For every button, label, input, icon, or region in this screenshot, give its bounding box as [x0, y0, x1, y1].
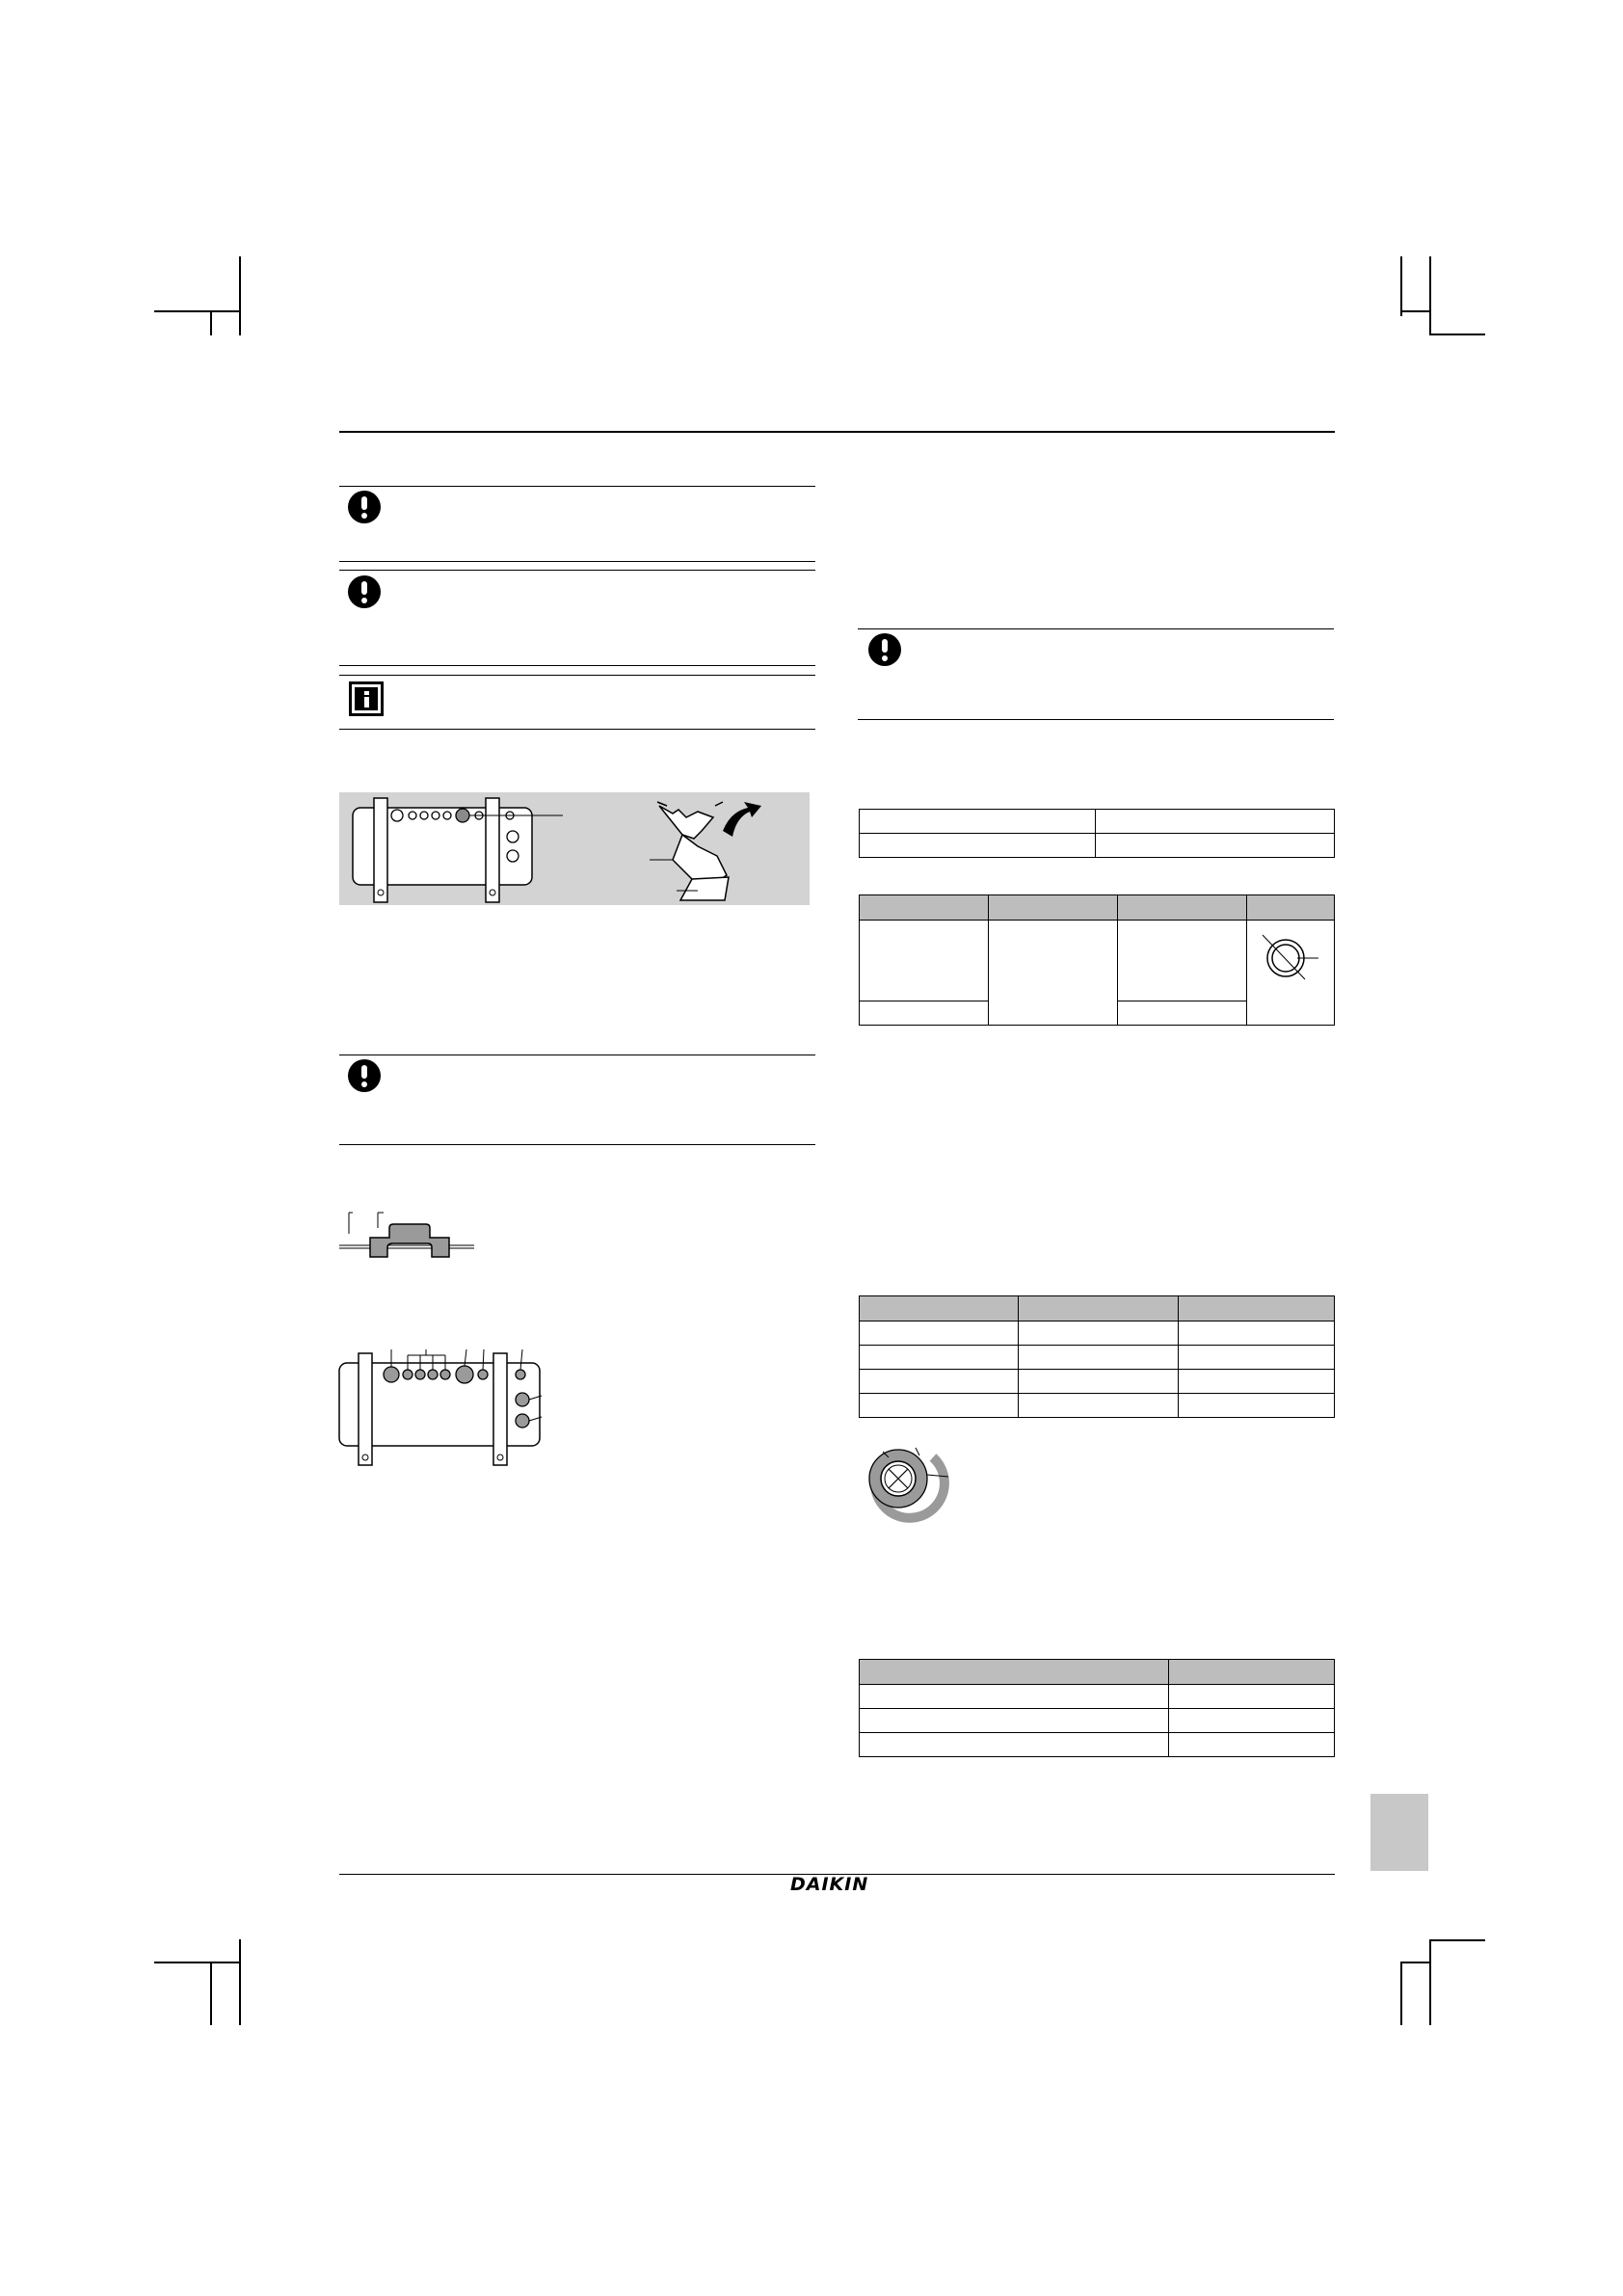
crop-mark-br-h [1429, 1939, 1485, 1941]
figure-panel-removal-drawing [339, 792, 810, 905]
crop-mark-bl-v2 [239, 1939, 241, 2025]
table-row [860, 1685, 1335, 1709]
table-cell [860, 1394, 1019, 1418]
table-row [860, 1733, 1335, 1757]
table-header-cell [860, 895, 989, 921]
table-cell [860, 1370, 1019, 1394]
table-header-cell [1179, 1296, 1335, 1322]
table-row [860, 1394, 1335, 1418]
table-cell [860, 921, 989, 1001]
table-header-cell [1019, 1296, 1179, 1322]
table-cell [860, 1709, 1169, 1733]
table-header-cell [860, 1660, 1169, 1685]
chapter-side-tab [1370, 1794, 1428, 1871]
crop-mark-br-v [1429, 1939, 1431, 2025]
table-row [860, 834, 1335, 858]
table-header-cell [1169, 1660, 1335, 1685]
exclamation-circle-icon [348, 1059, 381, 1092]
table-cell [860, 1322, 1019, 1346]
table-header-row [860, 895, 1335, 921]
info-top-rule [339, 675, 815, 676]
flare-nut-figure [860, 1440, 966, 1517]
table-header-row [860, 1660, 1335, 1685]
table-row [860, 1370, 1335, 1394]
notice-2-bottom-rule [339, 665, 815, 666]
notice-1-top-rule [339, 486, 815, 487]
table-row [860, 1322, 1335, 1346]
table-cell [989, 921, 1118, 1026]
brand-logo: DAIKIN [790, 1874, 869, 1895]
crop-mark-tl-v2 [210, 310, 212, 335]
table-header-cell [1247, 895, 1335, 921]
notice-4-top-rule [858, 628, 1334, 629]
notice-4-bottom-rule [858, 719, 1334, 720]
table-cell [1179, 1370, 1335, 1394]
table-cell [1169, 1733, 1335, 1757]
table-cell [860, 1346, 1019, 1370]
table-cell [1169, 1685, 1335, 1709]
crop-mark-br-h2 [1400, 1962, 1431, 1963]
table-row [860, 810, 1335, 834]
info-bottom-rule [339, 729, 815, 730]
table-header-cell [989, 895, 1118, 921]
table-cell [1179, 1322, 1335, 1346]
crop-mark-tr-h2 [1429, 334, 1485, 335]
crop-mark-tl-v [239, 256, 241, 335]
pipe-cross-section-figure [1249, 927, 1326, 985]
table-row [860, 1346, 1335, 1370]
table-cell [1096, 810, 1335, 834]
notice-2-top-rule [339, 570, 815, 571]
table-header-row [860, 1296, 1335, 1322]
table-cell [1019, 1394, 1179, 1418]
notice-1-bottom-rule [339, 561, 815, 562]
table-cell [1019, 1370, 1179, 1394]
table-cell [1019, 1346, 1179, 1370]
exclamation-circle-icon [348, 491, 381, 523]
crop-mark-bl-v [210, 1962, 212, 2025]
header-rule [339, 431, 1335, 433]
notice-3-bottom-rule [339, 1144, 815, 1145]
table-cell [860, 1001, 989, 1026]
crop-mark-tr-h3 [1400, 310, 1431, 312]
spec-table-1 [859, 809, 1335, 858]
table-cell [860, 810, 1096, 834]
exclamation-circle-icon [348, 575, 381, 608]
table-cell [1169, 1709, 1335, 1733]
table-header-cell [860, 1296, 1019, 1322]
table-cell [860, 834, 1096, 858]
crop-mark-br-v2 [1400, 1962, 1402, 2025]
crop-mark-bl-h [154, 1962, 241, 1963]
table-cell [1179, 1346, 1335, 1370]
table-cell [1179, 1394, 1335, 1418]
spec-table-4 [859, 1659, 1335, 1757]
table-cell [860, 1733, 1169, 1757]
exclamation-circle-icon [868, 633, 901, 666]
information-icon [349, 681, 384, 716]
crop-mark-tr-v [1400, 256, 1402, 316]
table-cell [1118, 921, 1247, 1001]
table-cell [860, 1685, 1169, 1709]
figure-knockout-layout [339, 1349, 551, 1470]
spec-table-3 [859, 1295, 1335, 1418]
crop-mark-tl-h [154, 310, 241, 312]
crop-mark-tr-v2 [1429, 256, 1431, 335]
table-cell [1019, 1322, 1179, 1346]
figure-grommet-section [339, 1213, 484, 1261]
table-header-cell [1118, 895, 1247, 921]
table-row [860, 1709, 1335, 1733]
table-cell [1096, 834, 1335, 858]
table-cell [1118, 1001, 1247, 1026]
